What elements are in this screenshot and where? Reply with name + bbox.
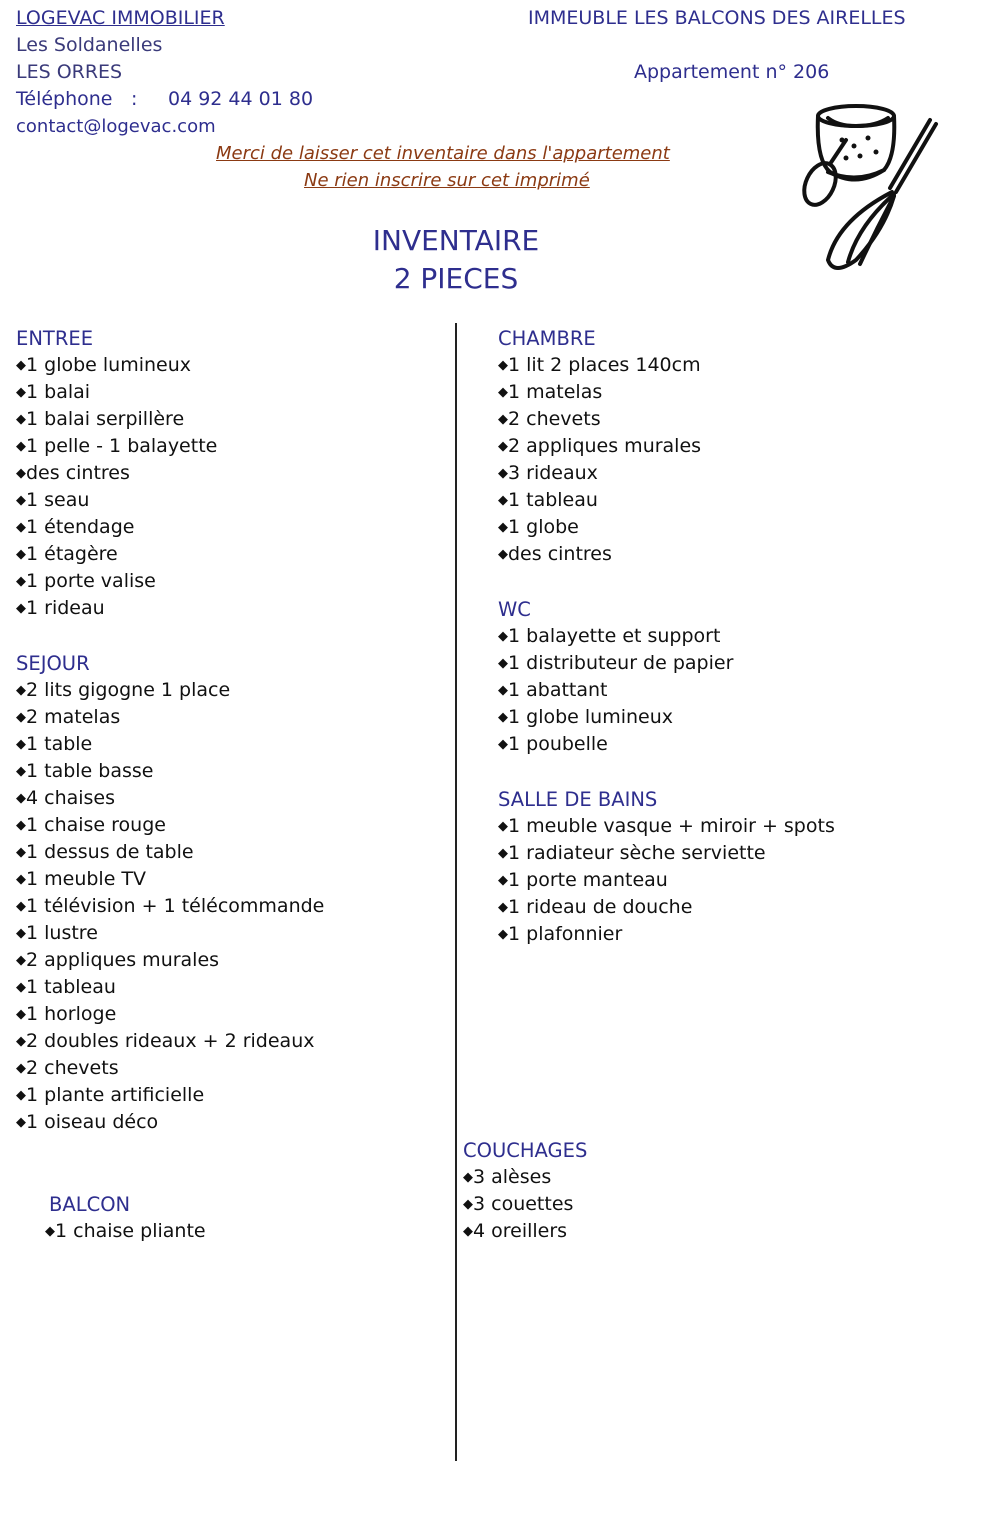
section-balcon: [45, 1191, 206, 1245]
bullet-icon: ◆: [498, 439, 508, 454]
item-label: 1 balayette et support: [508, 625, 721, 647]
bullet-icon: ◆: [463, 1170, 473, 1185]
bullet-icon: ◆: [16, 1115, 26, 1130]
bullet-icon: ◆: [16, 466, 26, 481]
building-name: IMMEUBLE LES BALCONS DES AIRELLES: [528, 7, 906, 29]
inventory-item: [498, 650, 733, 677]
bullet-icon: ◆: [16, 710, 26, 725]
inventory-item: [498, 921, 835, 948]
item-label: 1 globe lumineux: [508, 706, 674, 728]
inventory-item: [16, 974, 324, 1001]
inventory-item: [498, 352, 701, 379]
page-subtitle: 2 PIECES: [393, 262, 519, 295]
item-label: 1 plante artificielle: [26, 1084, 205, 1106]
bullet-icon: ◆: [498, 520, 508, 535]
inventory-item: [16, 1001, 324, 1028]
phone-number[interactable]: 04 92 44 01 80: [168, 88, 314, 110]
item-label: 1 poubelle: [508, 733, 608, 755]
inventory-item: [16, 1055, 324, 1082]
section-title: CHAMBRE: [498, 327, 596, 350]
item-label: 1 chaise pliante: [55, 1220, 206, 1242]
item-label: 2 chevets: [508, 408, 601, 430]
bullet-icon: ◆: [16, 980, 26, 995]
phone-label: Téléphone: [16, 88, 113, 110]
bullet-icon: ◆: [498, 358, 508, 373]
bullet-icon: ◆: [498, 846, 508, 861]
bullet-icon: ◆: [498, 873, 508, 888]
item-label: 1 étagère: [26, 543, 118, 565]
item-label: 1 pelle - 1 balayette: [26, 435, 218, 457]
item-label: 1 télévision + 1 télécommande: [26, 895, 325, 917]
inventory-item: [16, 947, 324, 974]
item-label: 1 table basse: [26, 760, 154, 782]
agency-name: LOGEVAC IMMOBILIER: [16, 7, 225, 29]
item-list: [16, 352, 217, 622]
item-label: 2 matelas: [26, 706, 121, 728]
item-label: 2 doubles rideaux + 2 rideaux: [26, 1030, 315, 1052]
inventory-item: [498, 623, 733, 650]
section-title: BALCON: [49, 1193, 131, 1216]
bullet-icon: ◆: [16, 1007, 26, 1022]
inventory-item: [498, 460, 701, 487]
bullet-icon: ◆: [16, 872, 26, 887]
item-label: 1 matelas: [508, 381, 603, 403]
section-title: COUCHAGES: [463, 1139, 588, 1162]
section-title: ENTREE: [16, 327, 94, 350]
inventory-item: [16, 568, 217, 595]
inventory-item: [16, 379, 217, 406]
inventory-item: [16, 595, 217, 622]
item-label: 1 abattant: [508, 679, 608, 701]
item-label: 1 plafonnier: [508, 923, 623, 945]
bullet-icon: ◆: [16, 926, 26, 941]
bullet-icon: ◆: [16, 953, 26, 968]
inventory-item: [16, 433, 217, 460]
bullet-icon: ◆: [498, 927, 508, 942]
bullet-icon: ◆: [498, 547, 508, 562]
bullet-icon: ◆: [16, 1088, 26, 1103]
section-chambre: [498, 325, 701, 568]
bullet-icon: ◆: [16, 439, 26, 454]
section-wc: [498, 596, 733, 758]
item-label: 1 globe lumineux: [26, 354, 192, 376]
item-label: 1 radiateur sèche serviette: [508, 842, 766, 864]
bullet-icon: ◆: [463, 1197, 473, 1212]
item-list: [498, 813, 835, 948]
item-list: [45, 1218, 206, 1245]
item-label: 1 meuble vasque + miroir + spots: [508, 815, 835, 837]
inventory-item: [16, 352, 217, 379]
bullet-icon: ◆: [498, 900, 508, 915]
item-label: 1 porte valise: [26, 570, 156, 592]
bullet-icon: ◆: [16, 520, 26, 535]
inventory-item: [498, 379, 701, 406]
item-label: 1 seau: [26, 489, 90, 511]
bullet-icon: ◆: [16, 899, 26, 914]
bullet-icon: ◆: [16, 412, 26, 427]
item-label: 1 horloge: [26, 1003, 117, 1025]
item-label: 3 rideaux: [508, 462, 598, 484]
inventory-item: [16, 785, 324, 812]
item-label: 1 rideau de douche: [508, 896, 693, 918]
bullet-icon: ◆: [498, 412, 508, 427]
agency-phone: [16, 88, 313, 110]
inventory-item: [498, 433, 701, 460]
bullet-icon: ◆: [16, 791, 26, 806]
item-label: 1 table: [26, 733, 93, 755]
item-label: 1 globe: [508, 516, 579, 538]
inventory-item: [498, 894, 835, 921]
item-label: 1 chaise rouge: [26, 814, 166, 836]
inventory-item: [16, 460, 217, 487]
inventory-item: [463, 1164, 587, 1191]
inventory-item: [16, 487, 217, 514]
section-salle-de-bains: [498, 786, 835, 948]
bullet-icon: ◆: [45, 1224, 55, 1239]
bullet-icon: ◆: [498, 493, 508, 508]
inventory-item: [16, 1082, 324, 1109]
item-label: 1 tableau: [26, 976, 116, 998]
bullet-icon: ◆: [498, 683, 508, 698]
inventory-item: [16, 893, 324, 920]
inventory-item: [16, 731, 324, 758]
agency-address-line2: LES ORRES: [16, 61, 123, 83]
column-divider: [455, 323, 457, 1461]
inventory-item: [16, 406, 217, 433]
inventory-item: [45, 1218, 206, 1245]
bullet-icon: ◆: [16, 385, 26, 400]
page-title: INVENTAIRE: [372, 224, 540, 257]
section-couchages: [463, 1137, 587, 1245]
bullet-icon: ◆: [498, 656, 508, 671]
notice-leave-inventory: Merci de laisser cet inventaire dans l'appartement: [216, 143, 670, 164]
bullet-icon: ◆: [16, 737, 26, 752]
item-label: 4 chaises: [26, 787, 116, 809]
item-label: 1 meuble TV: [26, 868, 147, 890]
item-label: 2 lits gigogne 1 place: [26, 679, 231, 701]
section-title: SALLE DE BAINS: [498, 788, 658, 811]
section-sejour: [16, 650, 324, 1136]
agency-email[interactable]: contact@logevac.com: [16, 116, 216, 137]
bullet-icon: ◆: [16, 574, 26, 589]
inventory-item: [16, 1109, 324, 1136]
bullet-icon: ◆: [463, 1224, 473, 1239]
item-list: [498, 352, 701, 568]
item-label: 1 étendage: [26, 516, 135, 538]
inventory-item: [463, 1191, 587, 1218]
inventory-item: [16, 541, 217, 568]
inventory-item: [16, 514, 217, 541]
bullet-icon: ◆: [498, 629, 508, 644]
inventory-item: [498, 487, 701, 514]
item-label: 2 appliques murales: [508, 435, 702, 457]
bullet-icon: ◆: [16, 818, 26, 833]
inventory-item: [498, 514, 701, 541]
item-label: 2 chevets: [26, 1057, 119, 1079]
inventory-item: [498, 867, 835, 894]
inventory-item: [498, 677, 733, 704]
section-entree: [16, 325, 217, 622]
inventory-item: [16, 1028, 324, 1055]
section-title: WC: [498, 598, 531, 621]
item-label: 1 dessus de table: [26, 841, 194, 863]
bullet-icon: ◆: [498, 385, 508, 400]
item-label: 1 balai serpillère: [26, 408, 185, 430]
bullet-icon: ◆: [16, 845, 26, 860]
bullet-icon: ◆: [498, 819, 508, 834]
apartment-number: Appartement n° 206: [634, 61, 830, 83]
item-label: des cintres: [26, 462, 130, 484]
inventory-item: [16, 866, 324, 893]
bullet-icon: ◆: [16, 1034, 26, 1049]
item-label: 3 alèses: [473, 1166, 552, 1188]
bullet-icon: ◆: [498, 466, 508, 481]
inventory-item: [16, 758, 324, 785]
inventory-item: [498, 704, 733, 731]
item-label: 3 couettes: [473, 1193, 574, 1215]
inventory-item: [16, 920, 324, 947]
item-label: 1 tableau: [508, 489, 598, 511]
notice-do-not-write: Ne rien inscrire sur cet imprimé: [304, 170, 590, 191]
item-label: 1 balai: [26, 381, 91, 403]
section-title: SEJOUR: [16, 652, 90, 675]
bullet-icon: ◆: [498, 710, 508, 725]
item-label: 1 lit 2 places 140cm: [508, 354, 701, 376]
inventory-item: [16, 812, 324, 839]
bullet-icon: ◆: [16, 1061, 26, 1076]
kitchen-bowl-whisk-icon: [798, 100, 942, 274]
inventory-item: [498, 541, 701, 568]
bullet-icon: ◆: [498, 737, 508, 752]
inventory-item: [16, 704, 324, 731]
bullet-icon: ◆: [16, 683, 26, 698]
bullet-icon: ◆: [16, 358, 26, 373]
phone-separator: :: [131, 88, 138, 110]
item-label: 1 distributeur de papier: [508, 652, 734, 674]
item-label: des cintres: [508, 543, 612, 565]
item-label: 1 porte manteau: [508, 869, 668, 891]
bullet-icon: ◆: [16, 764, 26, 779]
item-list: [16, 677, 324, 1136]
inventory-item: [498, 840, 835, 867]
item-label: 1 rideau: [26, 597, 105, 619]
item-list: [463, 1164, 587, 1245]
agency-address-line1: Les Soldanelles: [16, 34, 163, 56]
inventory-item: [463, 1218, 587, 1245]
bullet-icon: ◆: [16, 547, 26, 562]
bullet-icon: ◆: [16, 601, 26, 616]
inventory-item: [16, 677, 324, 704]
inventory-item: [16, 839, 324, 866]
bullet-icon: ◆: [16, 493, 26, 508]
item-label: 1 oiseau déco: [26, 1111, 159, 1133]
inventory-item: [498, 813, 835, 840]
item-list: [498, 623, 733, 758]
item-label: 1 lustre: [26, 922, 98, 944]
item-label: 4 oreillers: [473, 1220, 568, 1242]
inventory-item: [498, 731, 733, 758]
item-label: 2 appliques murales: [26, 949, 220, 971]
inventory-item: [498, 406, 701, 433]
